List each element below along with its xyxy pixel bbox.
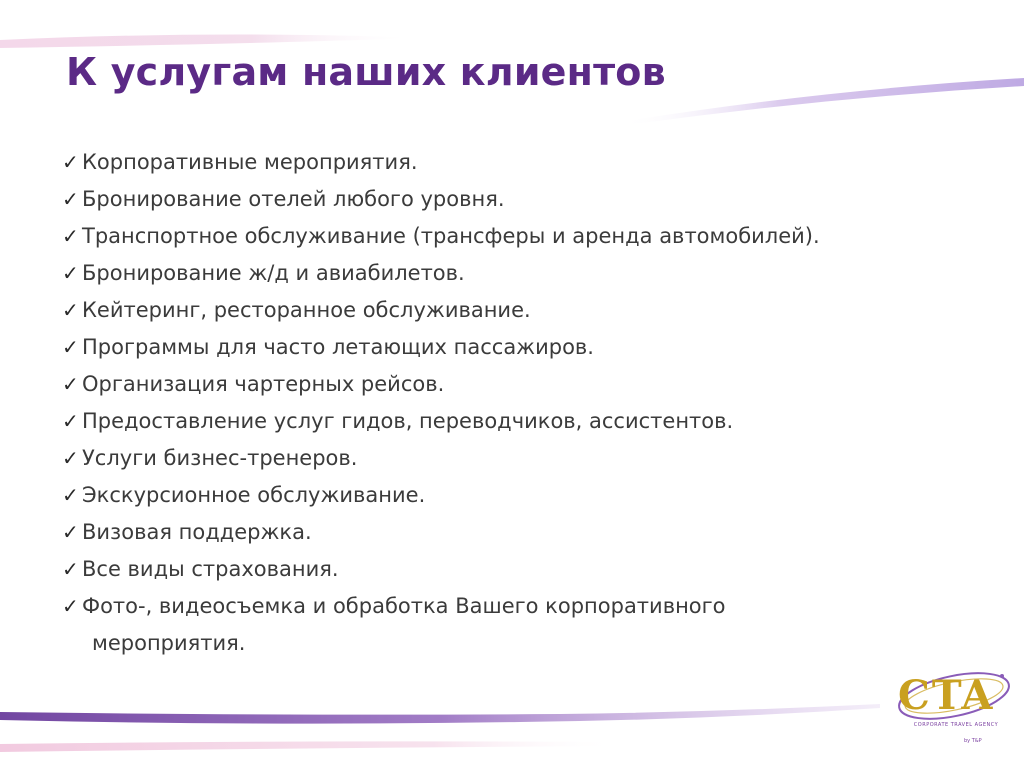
list-item-text: Корпоративные мероприятия.	[82, 150, 418, 174]
check-icon: ✓	[62, 409, 79, 433]
list-item	[62, 514, 992, 551]
services-list	[62, 144, 992, 662]
check-icon: ✓	[62, 261, 79, 285]
list-item-text: Визовая поддержка.	[82, 520, 312, 544]
list-item-text: Организация чартерных рейсов.	[82, 372, 445, 396]
check-icon: ✓	[62, 557, 79, 581]
check-icon: ✓	[62, 446, 79, 470]
list-item	[62, 440, 992, 477]
check-icon: ✓	[62, 298, 79, 322]
check-icon: ✓	[62, 372, 79, 396]
check-icon: ✓	[62, 150, 79, 174]
list-item	[62, 477, 992, 514]
list-item-text: Экскурсионное обслуживание.	[82, 483, 426, 507]
list-item	[62, 588, 992, 662]
list-item-text: Бронирование ж/д и авиабилетов.	[82, 261, 465, 285]
check-icon: ✓	[62, 187, 79, 211]
list-item-text: Предоставление услуг гидов, переводчиков, ассистентов.	[82, 409, 734, 433]
list-item	[62, 218, 992, 255]
check-icon: ✓	[62, 520, 79, 544]
list-item	[62, 551, 992, 588]
slide-title: К услугам наших клиентов	[66, 50, 666, 94]
check-icon: ✓	[62, 224, 79, 248]
list-item-text: Все виды страхования.	[82, 557, 339, 581]
list-item-text: Услуги бизнес-тренеров.	[82, 446, 358, 470]
list-item	[62, 292, 992, 329]
list-item-text: Бронирование отелей любого уровня.	[82, 187, 505, 211]
check-icon: ✓	[62, 483, 79, 507]
list-item-text: Программы для часто летающих пассажиров.	[82, 335, 594, 359]
logo-byline: by T&P	[964, 738, 982, 744]
company-logo	[890, 652, 1020, 762]
list-item	[62, 144, 992, 181]
list-item	[62, 329, 992, 366]
list-item	[62, 403, 992, 440]
list-item-text: Фото-, видеосъемка и обработка Вашего корпоративного	[82, 594, 726, 618]
list-item	[62, 366, 992, 403]
list-item	[62, 255, 992, 292]
list-item-text: Кейтеринг, ресторанное обслуживание.	[82, 298, 531, 322]
list-item	[62, 181, 992, 218]
check-icon: ✓	[62, 335, 79, 359]
logo-letters: CTA	[898, 672, 995, 719]
list-item-text-continued: мероприятия.	[92, 631, 246, 655]
check-icon: ✓	[62, 594, 79, 618]
logo-subtitle: CORPORATE TRAVEL AGENCY	[913, 722, 999, 728]
list-item-text: Транспортное обслуживание (трансферы и аренда автомобилей).	[82, 224, 820, 248]
